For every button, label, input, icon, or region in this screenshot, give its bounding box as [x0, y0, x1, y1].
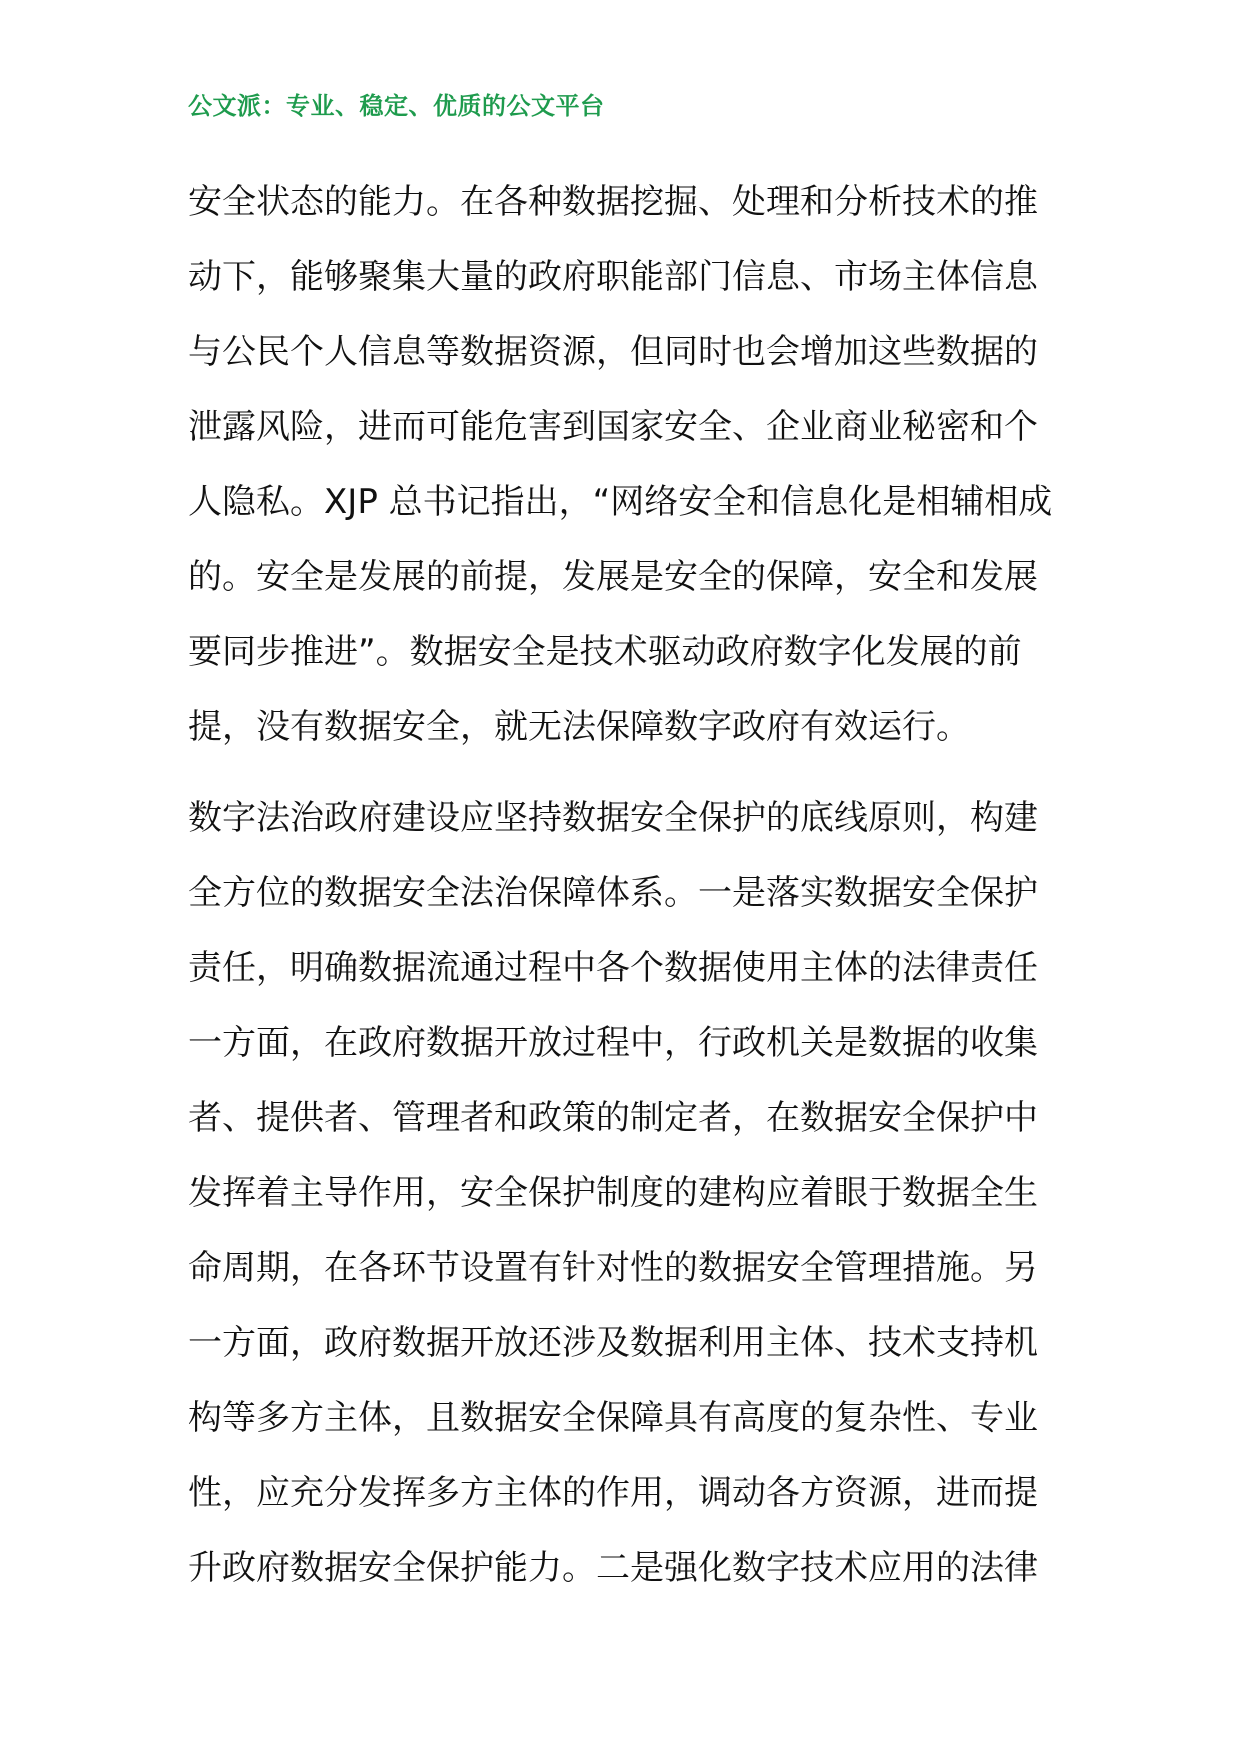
text-line: 与公民个人信息等数据资源，但同时也会增加这些数据的 [188, 332, 1038, 372]
header-banner: 公文派：专业、稳定、优质的公文平台 [188, 92, 605, 120]
text-line: 全方位的数据安全法治保障体系。一是落实数据安全保护 [188, 873, 1038, 913]
paragraph-1 [188, 165, 1068, 765]
text-line: 构等多方主体，且数据安全保障具有高度的复杂性、专业 [188, 1398, 1038, 1438]
text-line: 泄露风险，进而可能危害到国家安全、企业商业秘密和个 [188, 407, 1038, 447]
text-line: 责任，明确数据流通过程中各个数据使用主体的法律责任 [188, 948, 1038, 988]
text-line: 提，没有数据安全，就无法保障数字政府有效运行。 [188, 707, 970, 747]
text-line: 的。安全是发展的前提，发展是安全的保障，安全和发展 [188, 557, 1038, 597]
text-line: 发挥着主导作用，安全保护制度的建构应着眼于数据全生 [188, 1173, 1038, 1213]
text-line: 者、提供者、管理者和政策的制定者，在数据安全保护中 [188, 1098, 1038, 1138]
text-line: 性，应充分发挥多方主体的作用，调动各方资源，进而提 [188, 1473, 1038, 1513]
text-line: 命周期，在各环节设置有针对性的数据安全管理措施。另 [188, 1248, 1038, 1288]
text-line: 一方面，政府数据开放还涉及数据利用主体、技术支持机 [188, 1323, 1038, 1363]
text-line: 升政府数据安全保护能力。二是强化数字技术应用的法律 [188, 1548, 1038, 1588]
paragraph-2 [188, 781, 1068, 1606]
text-line: 动下，能够聚集大量的政府职能部门信息、市场主体信息 [188, 257, 1038, 297]
text-line: 要同步推进”。数据安全是技术驱动政府数字化发展的前 [188, 632, 1022, 672]
text-line: 人隐私。XJP 总书记指出，“网络安全和信息化是相辅相成 [188, 482, 1053, 522]
text-line: 数字法治政府建设应坚持数据安全保护的底线原则，构建 [188, 798, 1038, 838]
text-line: 安全状态的能力。在各种数据挖掘、处理和分析技术的推 [188, 182, 1038, 222]
document-body [188, 165, 1068, 1622]
text-line: 一方面，在政府数据开放过程中，行政机关是数据的收集 [188, 1023, 1038, 1063]
